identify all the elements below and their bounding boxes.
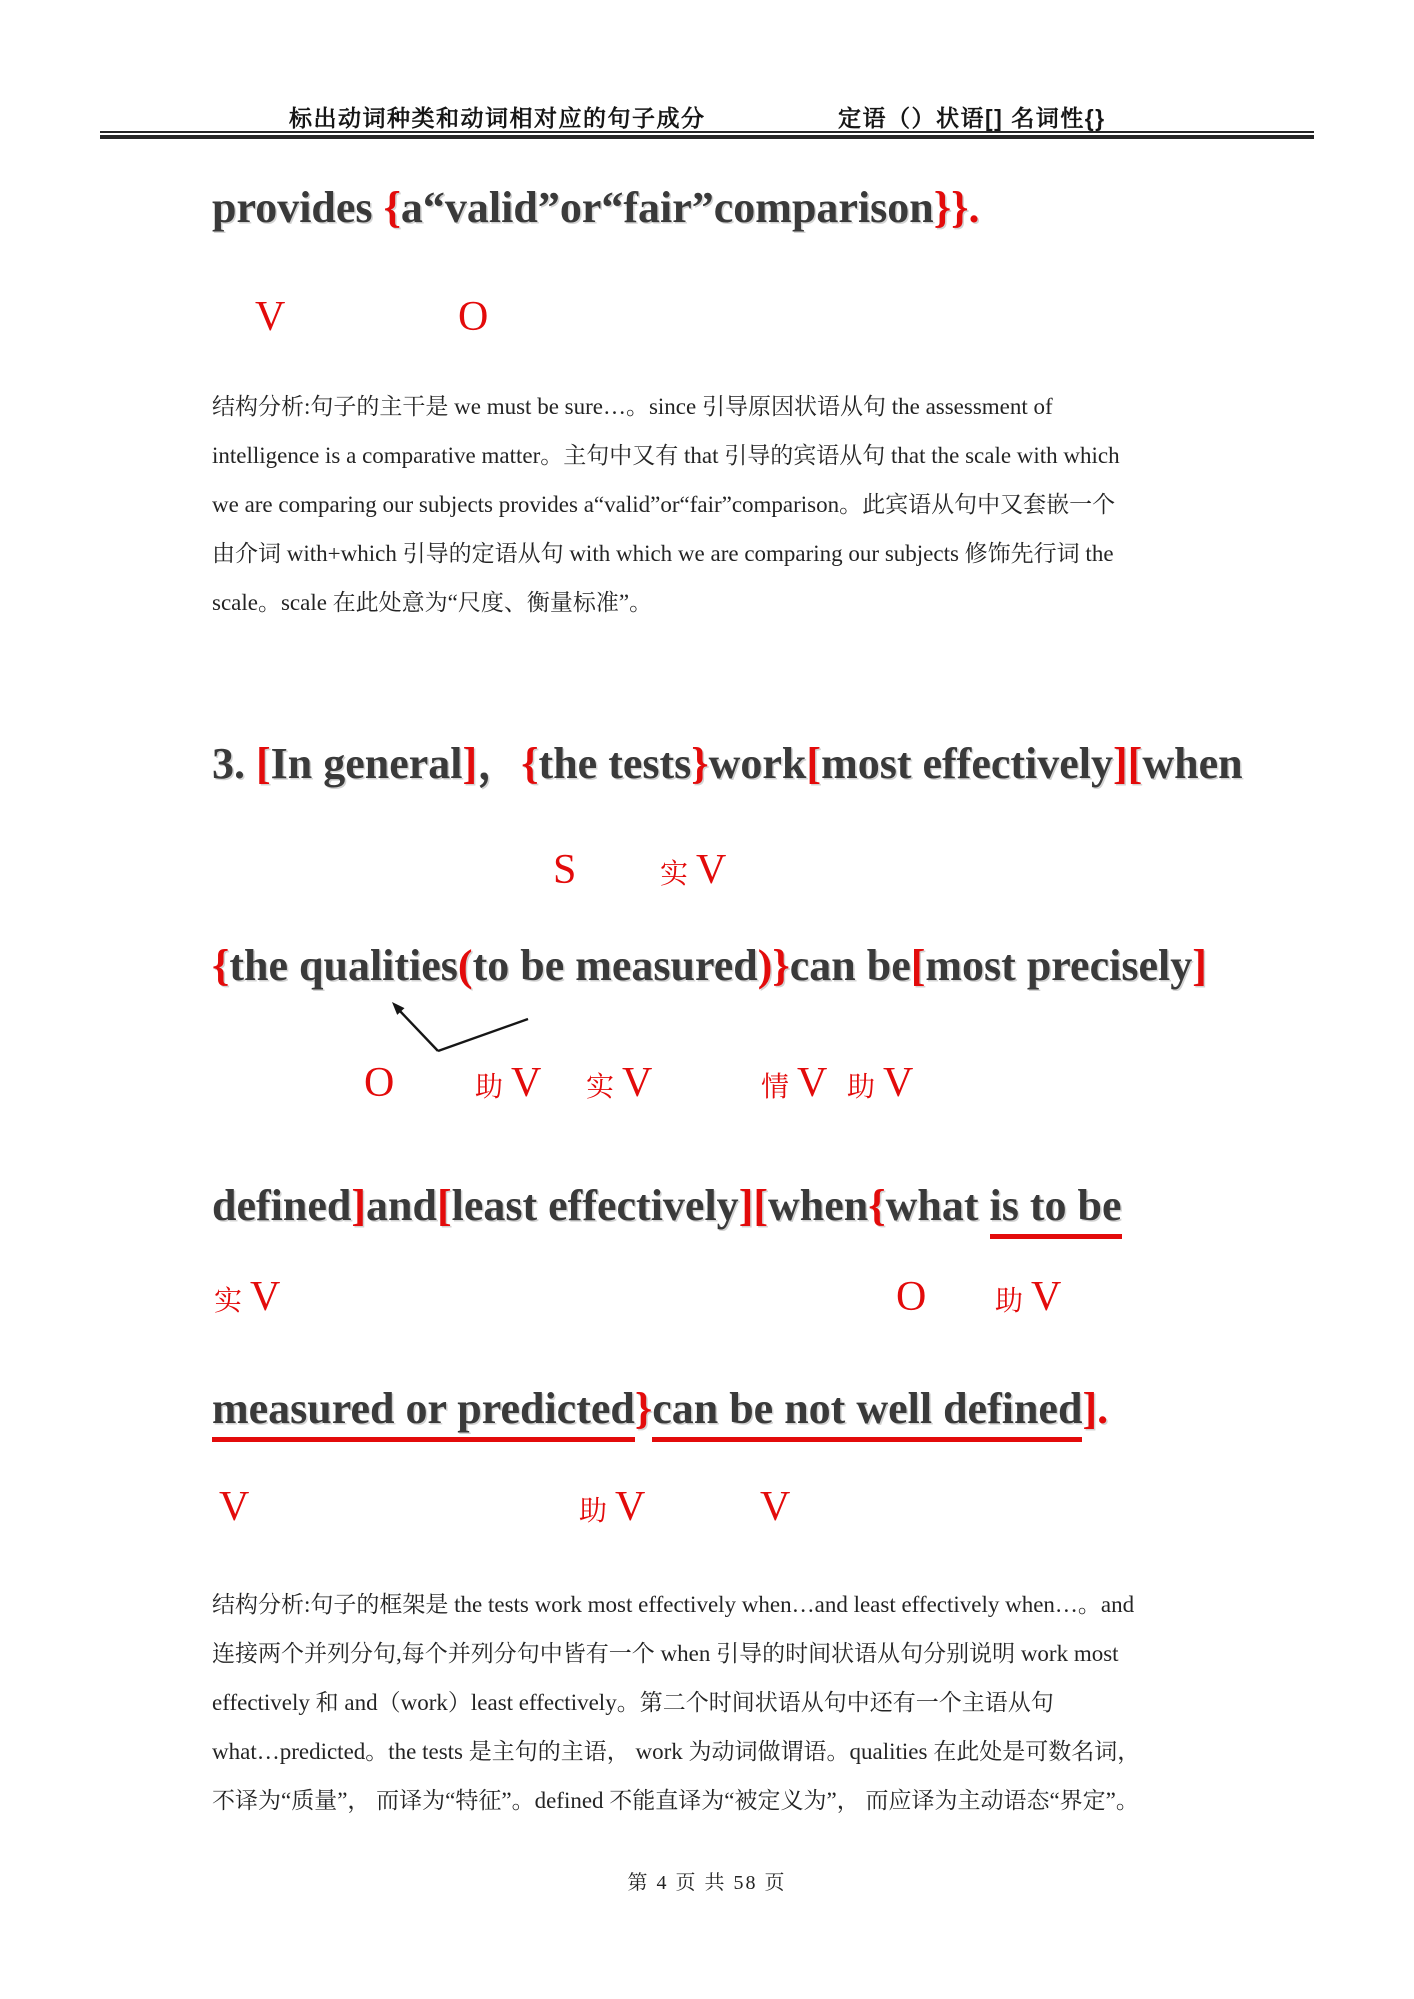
sentence-text: can be xyxy=(789,941,911,990)
grammar-letter: S xyxy=(553,847,577,893)
annotation-bracket: ] xyxy=(351,1181,367,1230)
sentence-text: ， xyxy=(477,739,522,788)
annotation-bracket: . xyxy=(1097,1384,1109,1433)
verb-type-prefix: 助 xyxy=(847,1072,876,1103)
paragraph-line: 结构分析:句子的框架是 the tests work most effectively when…and least effectively when…。and xyxy=(212,1592,1135,1617)
grammar-letter: V xyxy=(622,1060,653,1106)
verb-type-prefix: 实 xyxy=(660,859,689,890)
annotation-bracket: . xyxy=(968,183,980,232)
sentence-text: most effectively xyxy=(821,739,1114,788)
sentence3-labels-row-3 xyxy=(0,1276,1414,1328)
grammar-letter: O xyxy=(364,1060,395,1106)
grammar-letter: V xyxy=(615,1484,646,1530)
annotation-bracket: [ xyxy=(256,739,271,788)
annotation-bracket: { xyxy=(868,1181,886,1230)
header-left-title: 标出动词种类和动词相对应的句子成分 xyxy=(289,105,706,131)
verb-type-prefix: 实 xyxy=(214,1286,243,1317)
paragraph-line: 结构分析:句子的主干是 we must be sure…。since 引导原因状语从句 the assessment of xyxy=(212,394,1053,419)
grammar-letter: V xyxy=(1031,1274,1062,1320)
sentence2-grammar-labels xyxy=(0,296,1414,348)
annotation-bracket: [ xyxy=(806,739,822,788)
paragraph-line: effectively 和 and（work）least effectively。第二个时间状语从句中还有一个主语从句 xyxy=(212,1690,1054,1715)
paragraph-line: 连接两个并列分句,每个并列分句中皆有一个 when 引导的时间状语从句分别说明 work most xyxy=(212,1641,1119,1666)
annotation-bracket: ] xyxy=(462,739,478,788)
page-number: 第 4 页 共 58 页 xyxy=(627,1872,787,1894)
sentence3-line-2 xyxy=(212,938,1207,993)
grammar-letter: O xyxy=(896,1274,927,1320)
annotation-bracket: ][ xyxy=(1113,739,1143,788)
annotation-bracket: }} xyxy=(933,183,969,232)
header-rule-thick-line xyxy=(100,135,1314,139)
sentence-text: and xyxy=(366,1181,437,1230)
verb-type-prefix: 助 xyxy=(475,1072,504,1103)
grammar-label xyxy=(660,849,726,891)
grammar-letter: V xyxy=(219,1484,250,1530)
sentence-text: the tests xyxy=(538,739,692,788)
sentence2-annotated-line xyxy=(212,180,979,235)
paragraph-line: scale。scale 在此处意为“尺度、衡量标准”。 xyxy=(212,590,653,615)
grammar-label xyxy=(586,1062,652,1104)
grammar-letter: V xyxy=(255,294,286,340)
qualities-annotation-arrow xyxy=(370,992,540,1058)
annotation-bracket: } xyxy=(691,739,709,788)
annotation-bracket: { xyxy=(383,183,401,232)
sentence-text: a“valid”or“fair”comparison xyxy=(400,183,934,232)
sentence3-labels-row-2 xyxy=(0,1062,1414,1114)
sentence3-line-1 xyxy=(212,736,1243,791)
annotation-bracket: ][ xyxy=(738,1181,768,1230)
grammar-label xyxy=(219,1486,249,1528)
verb-type-prefix: 情 xyxy=(761,1072,790,1103)
header-right-legend: 定语（）状语[] 名词性{} xyxy=(838,105,1106,131)
grammar-letter: V xyxy=(250,1274,281,1320)
grammar-letter: V xyxy=(511,1060,542,1106)
sentence-text: when xyxy=(768,1181,869,1230)
grammar-label xyxy=(847,1062,913,1104)
sentence3-labels-row-1 xyxy=(0,849,1414,901)
grammar-label xyxy=(760,1486,790,1528)
grammar-letter: V xyxy=(760,1484,791,1530)
grammar-label xyxy=(214,1276,280,1318)
grammar-label xyxy=(579,1486,645,1528)
grammar-letter: V xyxy=(696,847,727,893)
grammar-label xyxy=(761,1062,827,1104)
sentence-text: to be measured xyxy=(472,941,758,990)
grammar-label xyxy=(475,1062,541,1104)
grammar-letter: O xyxy=(458,294,489,340)
paragraph-line: 不译为“质量”， 而译为“特征”。defined 不能直译为“被定义为”， 而应译为主动语态“界定”。 xyxy=(212,1788,1139,1813)
sentence-text: can be not well defined xyxy=(652,1384,1082,1442)
annotation-bracket: ] xyxy=(1192,941,1207,990)
sentence3-labels-row-4 xyxy=(0,1486,1414,1538)
verb-type-prefix: 助 xyxy=(995,1286,1024,1317)
grammar-label xyxy=(458,296,488,338)
verb-type-prefix: 实 xyxy=(586,1072,615,1103)
sentence-text: measured or predicted xyxy=(212,1384,635,1442)
sentence-text: most precisely xyxy=(925,941,1193,990)
sentence-text: work xyxy=(708,739,807,788)
sentence-text: 3. xyxy=(212,739,256,788)
grammar-label xyxy=(995,1276,1061,1318)
analysis-paragraph-2 xyxy=(212,1580,1227,1825)
grammar-label xyxy=(553,849,576,891)
sentence-text: least effectively xyxy=(451,1181,739,1230)
page-footer xyxy=(0,1866,1414,1895)
sentence-text: In general xyxy=(270,739,463,788)
grammar-letter: V xyxy=(797,1060,828,1106)
grammar-label xyxy=(255,296,285,338)
annotation-bracket: { xyxy=(212,941,230,990)
annotation-bracket: )} xyxy=(757,941,790,990)
annotation-bracket: ( xyxy=(457,941,473,990)
paragraph-line: 由介词 with+which 引导的定语从句 with which we are comparing our subjects 修饰先行词 the xyxy=(212,541,1114,566)
paragraph-line: intelligence is a comparative matter。主句中又有 that 引导的宾语从句 that the scale with which xyxy=(212,443,1120,468)
sentence-text: what xyxy=(885,1181,990,1230)
annotation-bracket: [ xyxy=(910,941,926,990)
header-rule xyxy=(100,131,1314,139)
annotation-bracket: [ xyxy=(436,1181,452,1230)
grammar-letter: V xyxy=(883,1060,914,1106)
sentence-text: provides xyxy=(212,183,384,232)
paragraph-line: what…predicted。the tests 是主句的主语， work 为动词做谓语。qualities 在此处是可数名词， xyxy=(212,1739,1141,1764)
sentence-text: is to be xyxy=(990,1181,1122,1239)
annotation-bracket: ] xyxy=(1082,1384,1098,1433)
paragraph-line: we are comparing our subjects provides a“valid”or“fair”comparison。此宾语从句中又套嵌一个 xyxy=(212,492,1116,517)
grammar-label xyxy=(896,1276,926,1318)
verb-type-prefix: 助 xyxy=(579,1496,608,1527)
sentence3-line-3 xyxy=(212,1178,1122,1233)
grammar-label xyxy=(364,1062,394,1104)
sentence-text: when xyxy=(1142,739,1243,788)
sentence-text: the qualities xyxy=(229,941,458,990)
sentence-text: defined xyxy=(212,1181,352,1230)
annotation-bracket: } xyxy=(634,1384,653,1433)
annotation-bracket: { xyxy=(521,739,539,788)
analysis-paragraph-1 xyxy=(212,382,1227,627)
sentence3-line-4 xyxy=(212,1381,1108,1436)
header-rule-thin-line xyxy=(100,131,1314,133)
